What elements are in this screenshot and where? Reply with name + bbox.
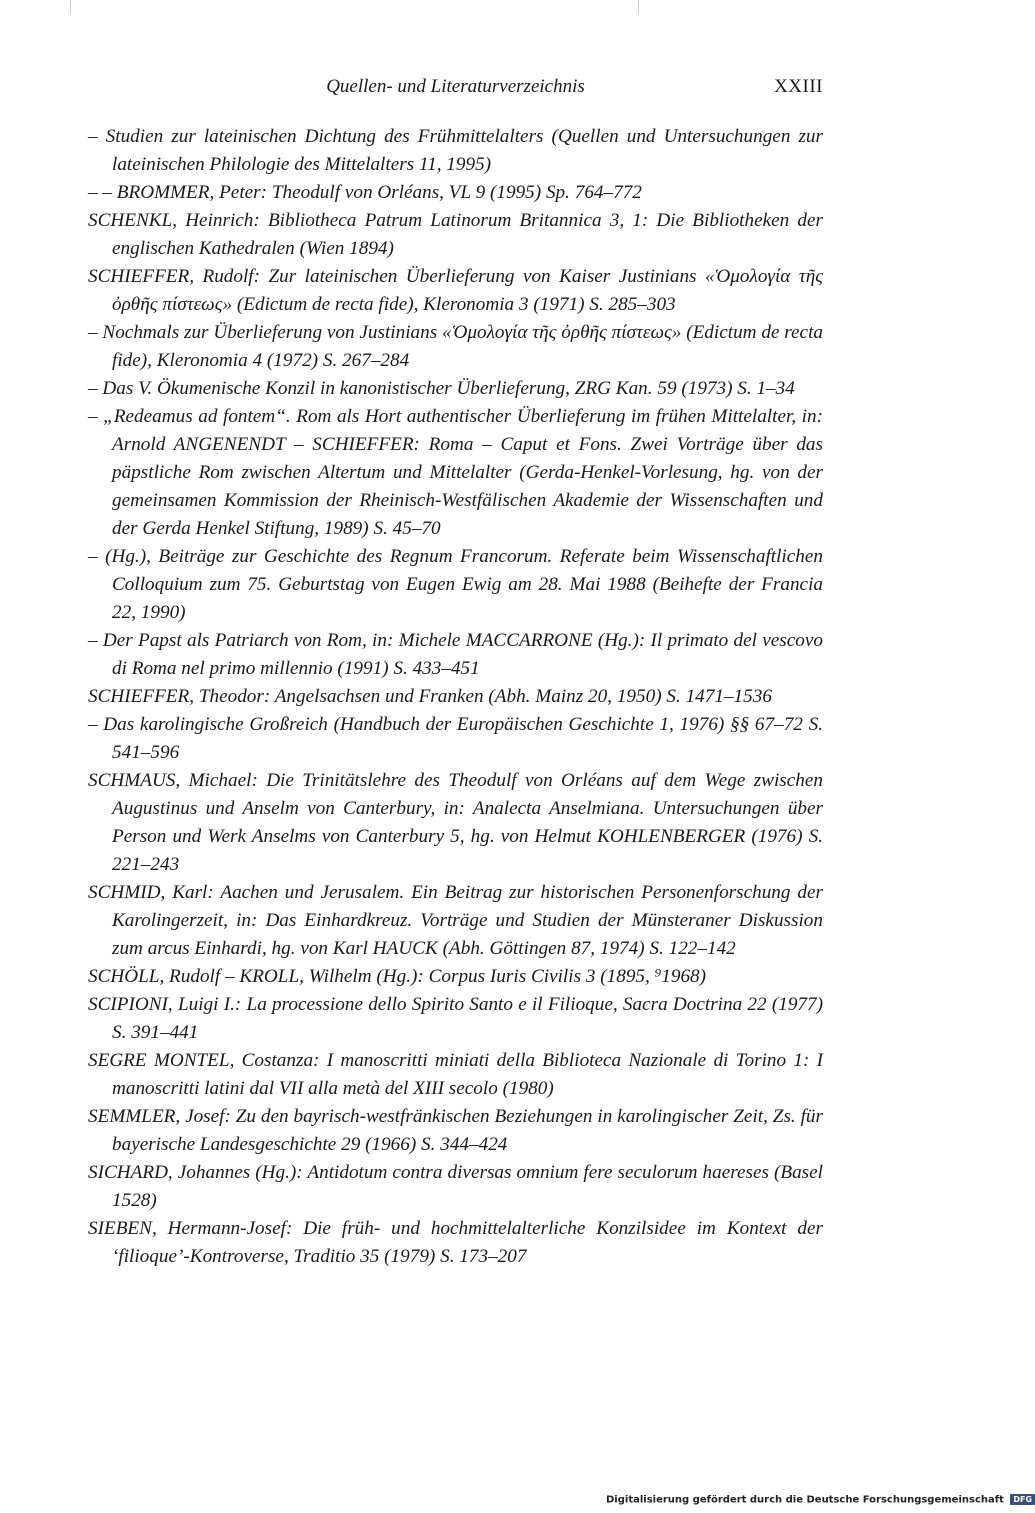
dfg-logo: DFG [1010, 1494, 1035, 1505]
bibliography-entry: – „Redeamus ad fontem“. Rom als Hort authentischer Überlieferung im frühen Mittelalter, in: Arnold ANGENENDT – SCHIEFFER: Roma – Caput et Fons. Zwei Vorträge über das päpstliche Rom zwischen Altertum und Mittelalter (Gerda-Henkel-Vorlesung, hg. von der gemeinsamen Kommission der Rheinisch-Westfälischen Akademie der Wissenschaften und der Gerda Henkel Stiftung, 1989) S. 45–70 [88, 406, 823, 539]
bibliography-entry: SEGRE MONTEL, Costanza: I manoscritti miniati della Biblioteca Nazionale di Torino 1: I manoscritti latini dal VII alla metà del XIII secolo (1980) [88, 1050, 823, 1099]
bibliography-entry: SCIPIONI, Luigi I.: La processione dello Spirito Santo e il Filioque, Sacra Doctrina 22 (1977) S. 391–441 [88, 994, 823, 1043]
bibliography-entry: – Nochmals zur Überlieferung von Justinians «Ὁμολογία τῆς ὀρθῆς πίστεως» (Edictum de recta fide), Kleronomia 4 (1972) S. 267–284 [88, 322, 823, 371]
crop-mark [638, 0, 639, 14]
bibliography-entry: – Der Papst als Patriarch von Rom, in: Michele MACCARRONE (Hg.): Il primato del vescovo di Roma nel primo millennio (1991) S. 433–451 [88, 630, 823, 679]
bibliography-entry: – Das V. Ökumenische Konzil in kanonistischer Überlieferung, ZRG Kan. 59 (1973) S. 1–34 [88, 378, 795, 399]
running-header [88, 76, 823, 104]
bibliography-entry: SICHARD, Johannes (Hg.): Antidotum contra diversas omnium fere seculorum haereses (Basel 1528) [88, 1162, 823, 1211]
bibliography-entry: SCHIEFFER, Rudolf: Zur lateinischen Überlieferung von Kaiser Justinians «Ὁμολογία τῆς ὀρθῆς πίστεως» (Edictum de recta fide), Kleronomia 3 (1971) S. 285–303 [88, 266, 823, 315]
bibliography-entry: SCHMAUS, Michael: Die Trinitätslehre des Theodulf von Orléans auf dem Wege zwischen Augustinus und Anselm von Canterbury, in: Analecta Anselmiana. Untersuchungen über Person und Werk Anselms von Canterbury 5, hg. von Helmut KOHLENBERGER (1976) S. 221–243 [88, 770, 823, 875]
crop-mark [70, 0, 71, 14]
bibliography-entry: SCHMID, Karl: Aachen und Jerusalem. Ein Beitrag zur historischen Personenforschung der Karolingerzeit, in: Das Einhardkreuz. Vorträge und Studien der Münsteraner Diskussion zum arcus Einhardi, hg. von Karl HAUCK (Abh. Göttingen 87, 1974) S. 122–142 [88, 882, 823, 959]
bibliography-entry: SCHENKL, Heinrich: Bibliotheca Patrum Latinorum Britannica 3, 1: Die Bibliotheken der englischen Kathedralen (Wien 1894) [88, 210, 823, 259]
bibliography-list [88, 123, 823, 1271]
bibliography-entry: SCHIEFFER, Theodor: Angelsachsen und Franken (Abh. Mainz 20, 1950) S. 1471–1536 [88, 686, 772, 707]
bibliography-entry: SEMMLER, Josef: Zu den bayrisch-westfränkischen Beziehungen in karolingischer Zeit, Zs. für bayerische Landesgeschichte 29 (1966) S. 344–424 [88, 1106, 823, 1155]
running-title: Quellen- und Literaturverzeichnis [326, 76, 585, 97]
footer-text: Digitalisierung gefördert durch die Deutsche Forschungsgemeinschaft [606, 1494, 1004, 1506]
bibliography-entry: – – BROMMER, Peter: Theodulf von Orléans, VL 9 (1995) Sp. 764–772 [88, 182, 642, 203]
bibliography-entry: – Studien zur lateinischen Dichtung des Frühmittelalters (Quellen und Untersuchungen zur lateinischen Philologie des Mittelalters 11, 1995) [88, 126, 823, 175]
page-number: XXIII [774, 76, 823, 97]
bibliography-entry: SCHÖLL, Rudolf – KROLL, Wilhelm (Hg.): Corpus Iuris Civilis 3 (1895, ⁹1968) [88, 966, 707, 987]
digitization-footer [606, 1494, 1035, 1510]
bibliography-entry: – (Hg.), Beiträge zur Geschichte des Regnum Francorum. Referate beim Wissenschaftlichen Colloquium zum 75. Geburtstag von Eugen Ewig am 28. Mai 1988 (Beihefte der Francia 22, 1990) [88, 546, 823, 623]
bibliography-entry: SIEBEN, Hermann-Josef: Die früh- und hochmittelalterliche Konzilsidee im Kontext der ‘filioque’-Kontroverse, Traditio 35 (1979) S. 173–207 [88, 1218, 823, 1267]
bibliography-entry: – Das karolingische Großreich (Handbuch der Europäischen Geschichte 1, 1976) §§ 67–72 S. 541–596 [88, 714, 823, 763]
